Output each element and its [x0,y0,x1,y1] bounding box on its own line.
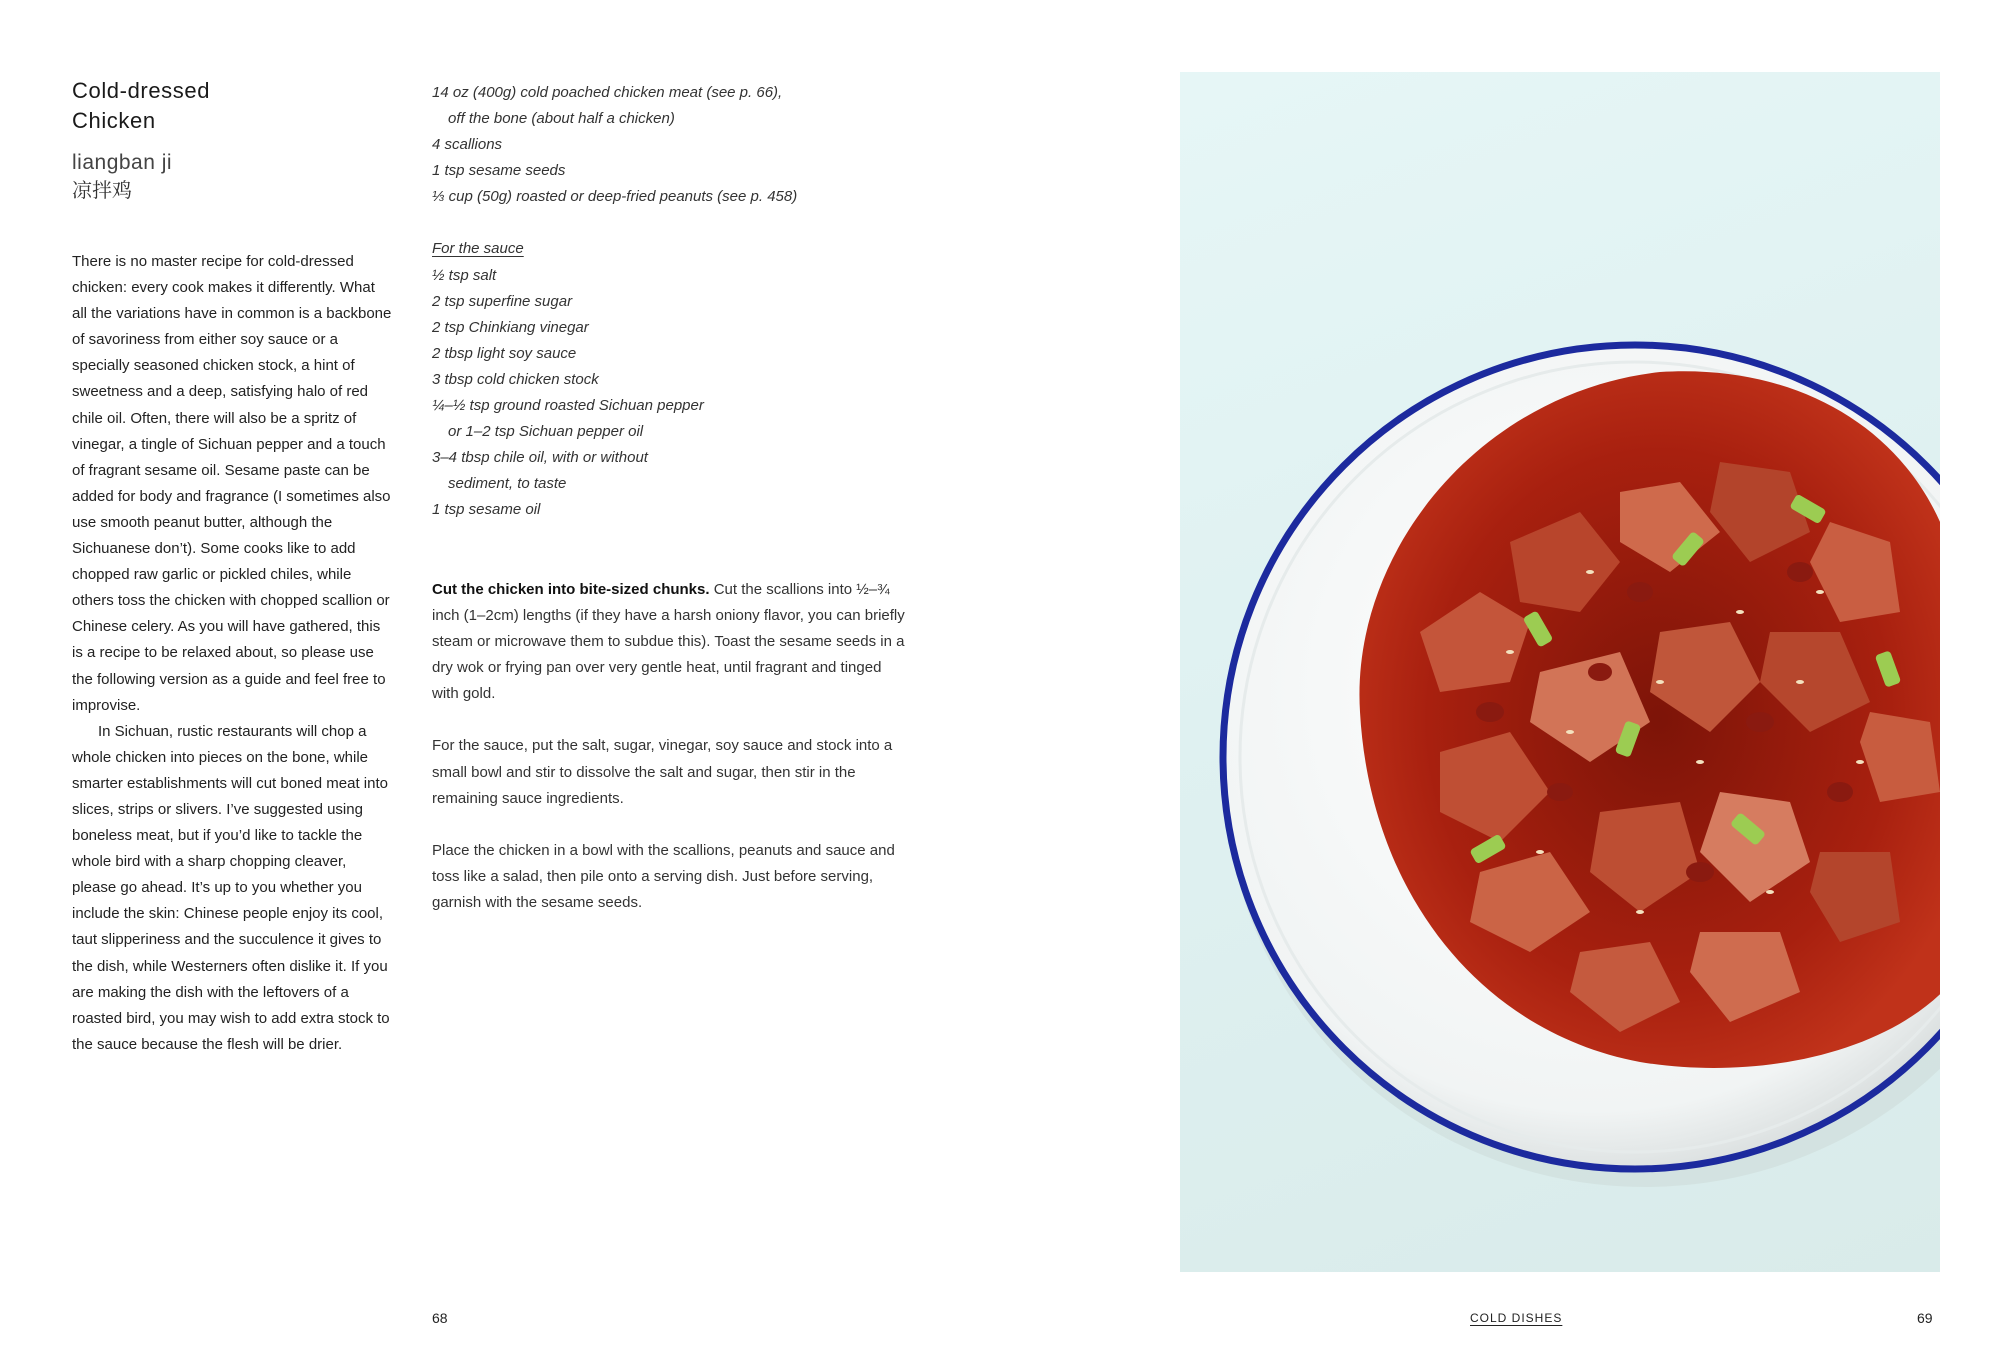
sauce-ingredient-line: ½ tsp salt [432,266,497,284]
sauce-ingredient-line: ¼–½ tsp ground roasted Sichuan pepper [432,397,704,415]
recipe-title [72,76,392,136]
sauce-ingredient-line: 2 tsp superfine sugar [432,292,573,310]
ingredient-line: ⅓ cup (50g) roasted or deep-fried peanuts (see p. 458) [432,188,798,206]
page-number-left: 68 [432,1310,448,1326]
chicken-bowl-illustration [1180,72,1940,1272]
recipe-intro [72,249,392,1058]
sauce-ingredient-line: 2 tsp Chinkiang vinegar [432,318,589,336]
sauce-heading: For the sauce [432,240,524,258]
recipe-chinese-name: 凉拌鸡 [72,180,132,202]
ingredient-line: 1 tsp sesame seeds [432,162,566,180]
sauce-ingredient-line: 3–4 tbsp chile oil, with or without [432,449,648,467]
ingredient-line: off the bone (about half a chicken) [448,110,675,128]
sauce-ingredient-line: 1 tsp sesame oil [432,501,541,519]
sauce-ingredient-line: or 1–2 tsp Sichuan pepper oil [448,423,644,441]
sauce-ingredient-line: 2 tbsp light soy sauce [432,344,577,362]
recipe-title-line1: Cold-dressed [72,78,211,103]
ingredient-list-main [432,80,932,210]
ingredients-column [432,80,932,524]
method-step-3: Place the chicken in a bowl with the scallions, peanuts and sauce and toss like a salad, then pile onto a serving dish. Just before serving, garnish with the sesame seeds. [432,841,895,911]
method-step-1-text: Cut the scallions into ½–¾ inch (1–2cm) lengths (if they have a harsh oniony flavor, you can briefly steam or microwave them to subdue this). Toast the sesame seeds in a dry wok or frying pan over very gentle heat, until fragrant and tinged with gold. [432,581,905,703]
ingredient-line: 4 scallions [432,136,503,154]
ingredient-list-sauce [432,263,932,524]
method-column [432,577,912,942]
page-number-right: 69 [1917,1310,1933,1326]
method-step-1 [432,577,912,707]
method-step-1-lead: Cut the chicken into bite-sized chunks. [432,581,710,598]
sauce-ingredient-line: sediment, to taste [448,475,567,493]
running-head: COLD DISHES [1470,1311,1563,1325]
dish-photo [1180,72,1940,1272]
sauce-ingredient-line: 3 tbsp cold chicken stock [432,370,599,388]
intro-paragraph-2: In Sichuan, rustic restaurants will chop a whole chicken into pieces on the bone, while smarter establishments will cut boned meat into slices, strips or slivers. I’ve suggested using boneless meat, but if you’d like to tackle the whole bird with a sharp chopping cleaver, please go ahead. It’s up to you whether you include the skin: Chinese people enjoy its cool, taut slipperiness and the succulence it gives to the dish, while Westerners often dislike it. If you are making the dish with the leftovers of a roasted bird, you may wish to add extra stock to the sauce because the flesh will be drier. [72,722,390,1053]
recipe-pinyin: liangban ji [72,151,173,174]
method-step-2: For the sauce, put the salt, sugar, vinegar, soy sauce and stock into a small bowl and stir to dissolve the salt and sugar, then stir in the remaining sauce ingredients. [432,737,893,807]
recipe-title-line2: Chicken [72,108,156,133]
title-column [72,76,392,1058]
intro-paragraph-1: There is no master recipe for cold-dressed chicken: every cook makes it differently. What all the variations have in common is a backbone of savoriness from either soy sauce or a specially seasoned chicken stock, a hint of sweetness and a deep, satisfying halo of red chile oil. Often, there will also be a spritz of vinegar, a tingle of Sichuan pepper and a touch of fragrant sesame oil. Sesame paste can be added for body and fragrance (I sometimes also use smooth peanut butter, although the Sichuanese don’t). Some cooks like to add chopped raw garlic or pickled chiles, while others toss the chicken with chopped scallion or Chinese celery. As you will have gathered, this is a recipe to be relaxed about, so please use the following version as a guide and feel free to improvise. [72,253,392,714]
ingredient-line: 14 oz (400g) cold poached chicken meat (see p. 66), [432,84,783,101]
